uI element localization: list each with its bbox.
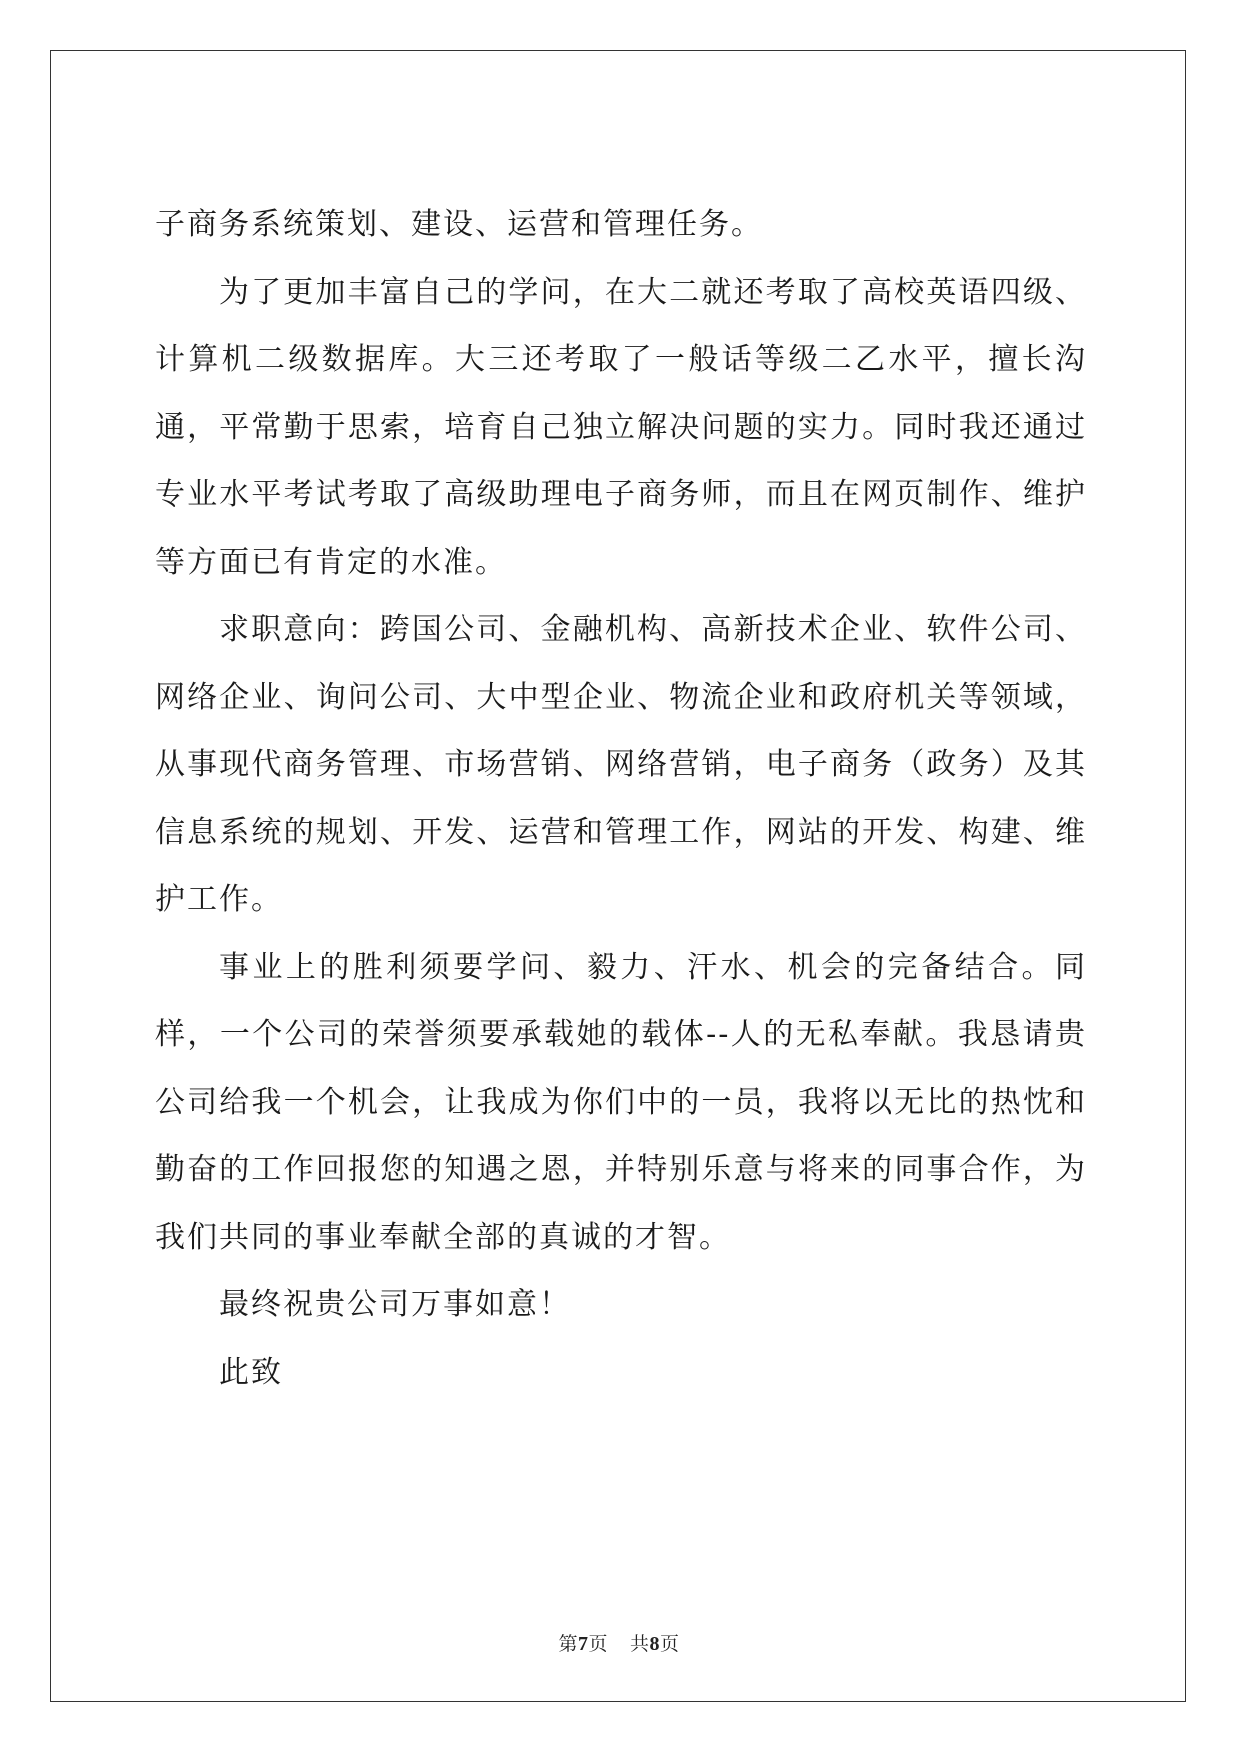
document-body (155, 191, 1087, 1406)
paragraph-3: 求职意向：跨国公司、金融机构、高新技术企业、软件公司、网络企业、询问公司、大中型企业、物流企业和政府机关等领域，从事现代商务管理、市场营销、网络营销，电子商务（政务）及其信息系统的规划、开发、运营和管理工作，网站的开发、构建、维护工作。 (155, 612, 1087, 917)
paragraph-4: 事业上的胜利须要学问、毅力、汗水、机会的完备结合。同样，一个公司的荣誉须要承载她的载体--人的无私奉献。我恳请贵公司给我一个机会，让我成为你们中的一员，我将以无比的热忱和勤奋的工作回报您的知遇之恩，并特别乐意与将来的同事合作，为我们共同的事业奉献全部的真诚的才智。 (155, 949, 1087, 1255)
page-frame (50, 50, 1186, 1702)
paragraph-2: 为了更加丰富自己的学问，在大二就还考取了高校英语四级、计算机二级数据库。大三还考取了一般话等级二乙水平，擅长沟通，平常勤于思索，培育自己独立解决问题的实力。同时我还通过专业水平考试考取了高级助理电子商务师，而且在网页制作、维护等方面已有肯定的水准。 (155, 274, 1087, 580)
total-page-number: 8 (649, 1633, 661, 1655)
paragraph-5: 最终祝贵公司万事如意！ (219, 1287, 571, 1322)
footer-page-word: 页 (588, 1633, 608, 1655)
footer-total-prefix: 共 (630, 1633, 650, 1655)
footer-prefix: 第 (558, 1633, 578, 1655)
footer-total-suffix: 页 (660, 1633, 680, 1655)
paragraph-1: 子商务系统策划、建设、运营和管理任务。 (155, 207, 763, 242)
paragraph-6: 此致 (219, 1354, 283, 1390)
current-page-number: 7 (577, 1633, 589, 1655)
page-footer (51, 1629, 1187, 1656)
